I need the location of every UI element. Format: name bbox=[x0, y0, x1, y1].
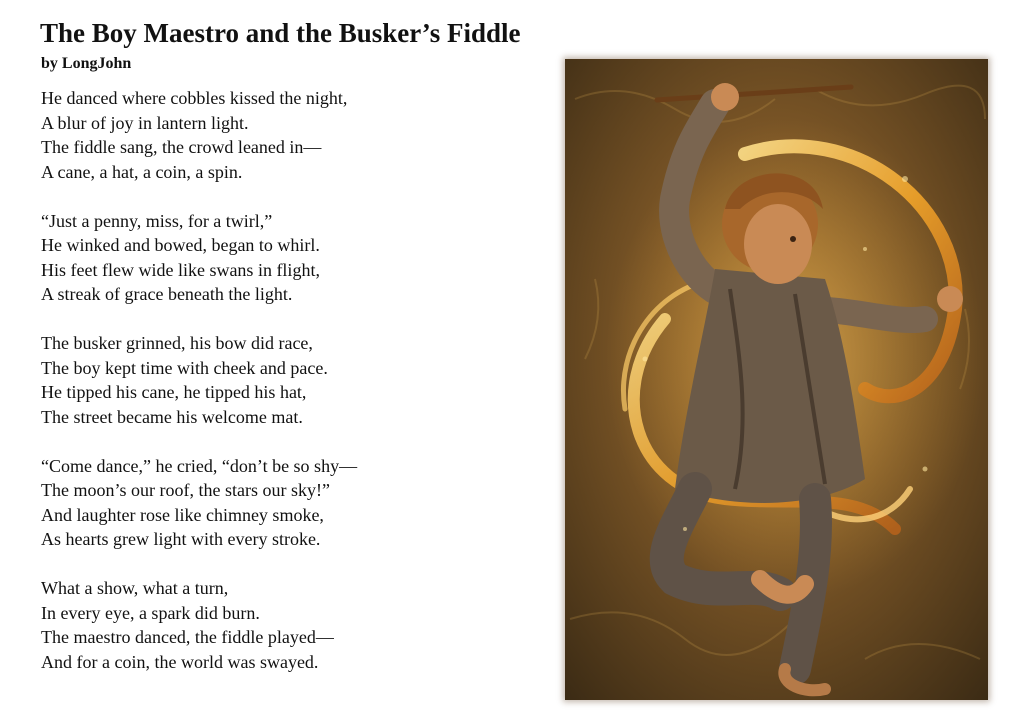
poem-line: And for a coin, the world was swayed. bbox=[41, 651, 319, 672]
stanza-2 bbox=[41, 209, 541, 307]
dancing-boy-painting-icon bbox=[565, 59, 988, 700]
stanza-1 bbox=[41, 86, 541, 184]
poem-line: The busker grinned, his bow did race, bbox=[41, 333, 313, 353]
poem-line: As hearts grew light with every stroke. bbox=[41, 529, 321, 549]
poem-line: The maestro danced, the fiddle played— bbox=[41, 627, 334, 647]
stanza-3 bbox=[41, 331, 541, 429]
poem-line: And laughter rose like chimney smoke, bbox=[41, 504, 324, 525]
poem-line: The fiddle sang, the crowd leaned in— bbox=[41, 137, 322, 157]
poem-byline: by LongJohn bbox=[41, 55, 132, 72]
illustration-frame bbox=[565, 59, 988, 700]
poem-line: A streak of grace beneath the light. bbox=[41, 284, 293, 304]
poem-line: A blur of joy in lantern light. bbox=[41, 112, 249, 133]
stanza-4 bbox=[41, 454, 541, 552]
poem-line: The moon’s our roof, the stars our sky!” bbox=[41, 480, 330, 500]
poem-line: In every eye, a spark did burn. bbox=[41, 602, 260, 623]
poem-body bbox=[41, 86, 541, 699]
poem-line: He tipped his cane, he tipped his hat, bbox=[41, 382, 307, 402]
poem-line: What a show, what a turn, bbox=[41, 578, 229, 598]
poem-line: The boy kept time with cheek and pace. bbox=[41, 357, 328, 378]
poem-line: “Just a penny, miss, for a twirl,” bbox=[41, 210, 273, 231]
poem-title: The Boy Maestro and the Busker’s Fiddle bbox=[40, 18, 521, 48]
poem-line: His feet flew wide like swans in flight, bbox=[41, 259, 320, 280]
poem-line: He winked and bowed, began to whirl. bbox=[41, 235, 320, 255]
poem-line: A cane, a hat, a coin, a spin. bbox=[41, 161, 243, 182]
poem-line: The street became his welcome mat. bbox=[41, 406, 303, 427]
poem-line: He danced where cobbles kissed the night, bbox=[41, 88, 348, 108]
poem-line: “Come dance,” he cried, “don’t be so shy— bbox=[41, 455, 358, 476]
stanza-5 bbox=[41, 576, 541, 674]
